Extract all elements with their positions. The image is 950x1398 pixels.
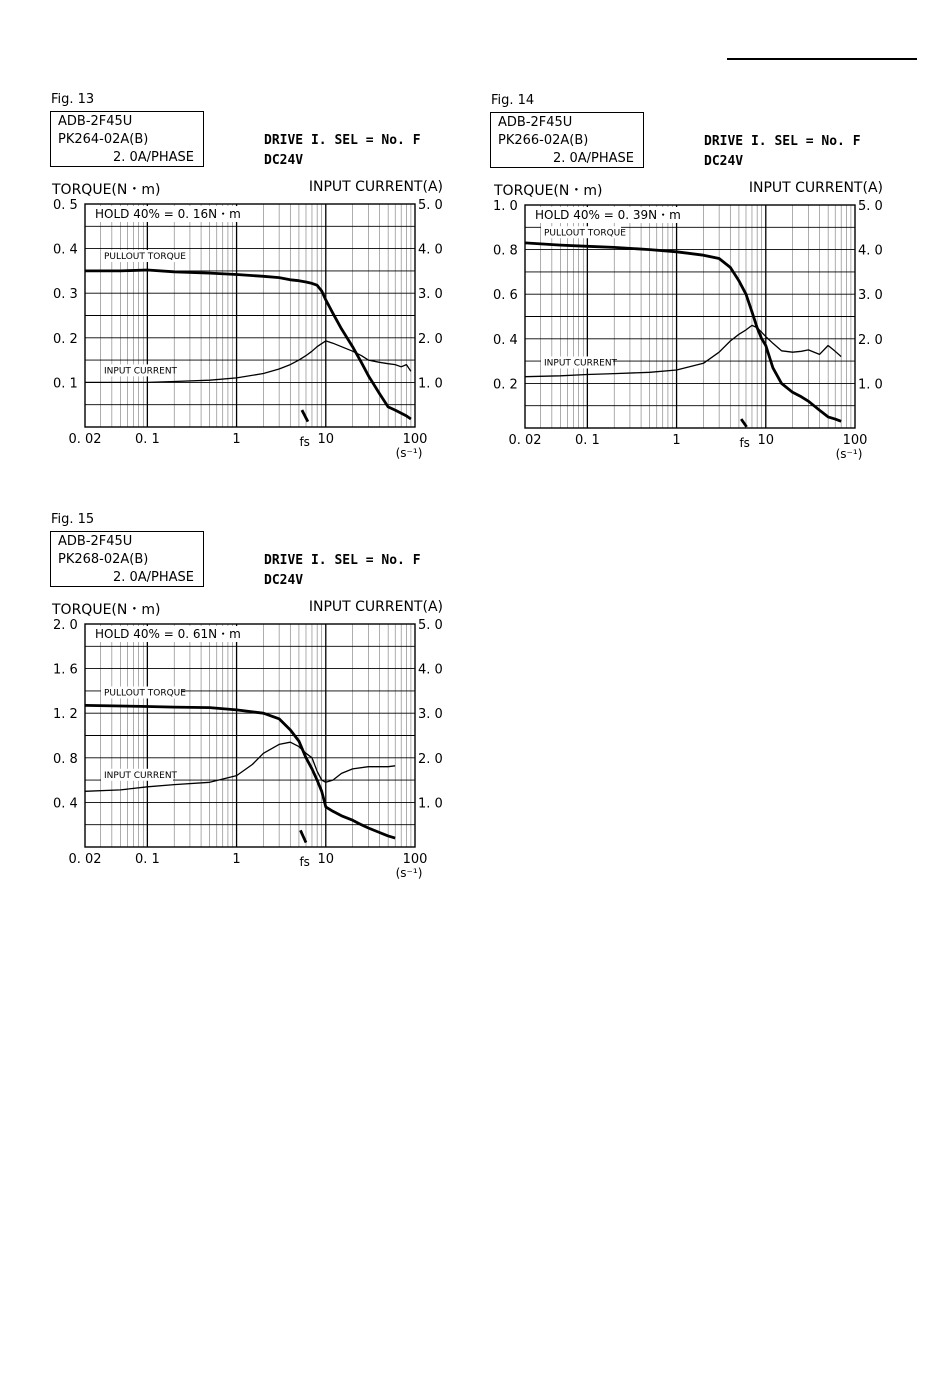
y-right-label: INPUT CURRENT(A) bbox=[308, 599, 443, 615]
header-rule bbox=[727, 58, 917, 60]
x-unit-label: (s⁻¹) bbox=[395, 446, 423, 460]
x-tick-label: 10 bbox=[317, 852, 335, 867]
input-current-label: INPUT CURRENT bbox=[104, 366, 178, 377]
y-right-tick-label: 4. 0 bbox=[418, 662, 443, 678]
phase-current: 2. 0A/PHASE bbox=[112, 150, 194, 165]
fs-mark bbox=[300, 830, 306, 842]
y-left-label: TORQUE(N・m) bbox=[52, 182, 161, 198]
y-right-tick-label: 5. 0 bbox=[418, 618, 443, 633]
x-tick-label: 1 bbox=[672, 433, 681, 448]
pullout-torque-line bbox=[525, 243, 841, 421]
x-tick-label: 100 bbox=[842, 433, 868, 448]
y-left-tick-label: 0. 4 bbox=[53, 242, 78, 258]
model-name: ADB-2F45U bbox=[58, 114, 133, 129]
x-unit-label: (s⁻¹) bbox=[395, 866, 423, 880]
y-right-tick-label: 3. 0 bbox=[418, 707, 443, 723]
phase-current: 2. 0A/PHASE bbox=[552, 151, 634, 166]
hold-label: HOLD 40% = 0. 61N・m bbox=[95, 627, 241, 641]
y-left-tick-label: 1. 2 bbox=[53, 707, 78, 723]
input-current-line bbox=[525, 325, 841, 376]
supply-voltage: DC24V bbox=[704, 154, 744, 169]
phase-current: 2. 0A/PHASE bbox=[112, 570, 194, 585]
fs-label: fs bbox=[299, 855, 310, 869]
x-tick-label: 10 bbox=[757, 433, 775, 448]
fs-label: fs bbox=[739, 436, 750, 450]
y-right-tick-label: 1. 0 bbox=[418, 796, 443, 812]
y-left-tick-label: 0. 1 bbox=[53, 376, 78, 392]
supply-voltage: DC24V bbox=[264, 153, 304, 168]
hold-label: HOLD 40% = 0. 39N・m bbox=[535, 208, 681, 222]
y-left-tick-label: 2. 0 bbox=[53, 618, 78, 633]
y-left-tick-label: 0. 8 bbox=[53, 751, 78, 767]
model-name: ADB-2F45U bbox=[498, 115, 573, 130]
y-left-tick-label: 0. 3 bbox=[53, 287, 78, 303]
y-left-tick-label: 0. 4 bbox=[53, 796, 78, 812]
drive-select: DRIVE I. SEL = No. F bbox=[264, 133, 421, 148]
fs-mark bbox=[302, 410, 308, 422]
x-unit-label: (s⁻¹) bbox=[835, 447, 863, 461]
supply-voltage: DC24V bbox=[264, 573, 304, 588]
x-tick-label: 1 bbox=[232, 852, 241, 867]
input-current-line bbox=[85, 742, 395, 791]
chart-svg bbox=[51, 512, 501, 892]
x-tick-label: 0. 02 bbox=[68, 432, 102, 447]
figure-label: Fig. 13 bbox=[51, 92, 95, 107]
x-tick-label: 0. 1 bbox=[134, 852, 160, 867]
y-right-label: INPUT CURRENT(A) bbox=[308, 179, 443, 195]
pullout-torque-label: PULLOUT TORQUE bbox=[104, 688, 186, 699]
y-right-tick-label: 1. 0 bbox=[858, 377, 883, 393]
y-left-label: TORQUE(N・m) bbox=[494, 183, 603, 199]
y-left-tick-label: 0. 2 bbox=[493, 377, 518, 393]
model-name: ADB-2F45U bbox=[58, 534, 133, 549]
figure-label: Fig. 15 bbox=[51, 512, 95, 527]
pullout-torque-label: PULLOUT TORQUE bbox=[544, 228, 626, 239]
pullout-torque-line bbox=[85, 270, 411, 419]
x-tick-label: 0. 02 bbox=[508, 433, 542, 448]
drive-select: DRIVE I. SEL = No. F bbox=[704, 134, 861, 149]
y-left-tick-label: 0. 6 bbox=[493, 288, 518, 304]
y-right-tick-label: 1. 0 bbox=[418, 376, 443, 392]
y-left-tick-label: 0. 8 bbox=[493, 243, 518, 259]
motor-name: PK264-02A(B) bbox=[58, 132, 149, 147]
drive-select: DRIVE I. SEL = No. F bbox=[264, 553, 421, 568]
chart-svg bbox=[491, 93, 941, 473]
figure-13 bbox=[51, 92, 501, 472]
y-left-label: TORQUE(N・m) bbox=[52, 602, 161, 618]
input-current-label: INPUT CURRENT bbox=[104, 770, 178, 781]
y-right-tick-label: 2. 0 bbox=[418, 751, 443, 767]
y-right-tick-label: 3. 0 bbox=[858, 288, 883, 304]
x-tick-label: 0. 1 bbox=[574, 433, 600, 448]
input-current-label: INPUT CURRENT bbox=[544, 358, 618, 369]
x-tick-label: 1 bbox=[232, 432, 241, 447]
x-tick-label: 100 bbox=[402, 852, 428, 867]
y-right-tick-label: 2. 0 bbox=[418, 331, 443, 347]
pullout-torque-label: PULLOUT TORQUE bbox=[104, 252, 186, 263]
y-right-tick-label: 3. 0 bbox=[418, 287, 443, 303]
y-left-tick-label: 1. 6 bbox=[53, 662, 78, 678]
y-left-tick-label: 0. 2 bbox=[53, 331, 78, 347]
y-left-tick-label: 0. 5 bbox=[53, 198, 78, 213]
x-tick-label: 0. 1 bbox=[134, 432, 160, 447]
motor-name: PK266-02A(B) bbox=[498, 133, 589, 148]
motor-name: PK268-02A(B) bbox=[58, 552, 149, 567]
y-right-tick-label: 2. 0 bbox=[858, 332, 883, 348]
y-right-tick-label: 4. 0 bbox=[418, 242, 443, 258]
y-left-tick-label: 0. 4 bbox=[493, 332, 518, 348]
y-right-tick-label: 5. 0 bbox=[418, 198, 443, 213]
y-left-tick-label: 1. 0 bbox=[493, 199, 518, 214]
hold-label: HOLD 40% = 0. 16N・m bbox=[95, 207, 241, 221]
x-tick-label: 0. 02 bbox=[68, 852, 102, 867]
y-right-label: INPUT CURRENT(A) bbox=[748, 180, 883, 196]
figure-14 bbox=[491, 93, 941, 473]
figure-15 bbox=[51, 512, 501, 892]
x-tick-label: 100 bbox=[402, 432, 428, 447]
chart-svg bbox=[51, 92, 501, 472]
fs-label: fs bbox=[299, 435, 310, 449]
figure-label: Fig. 14 bbox=[491, 93, 535, 108]
y-right-tick-label: 5. 0 bbox=[858, 199, 883, 214]
x-tick-label: 10 bbox=[317, 432, 335, 447]
y-right-tick-label: 4. 0 bbox=[858, 243, 883, 259]
